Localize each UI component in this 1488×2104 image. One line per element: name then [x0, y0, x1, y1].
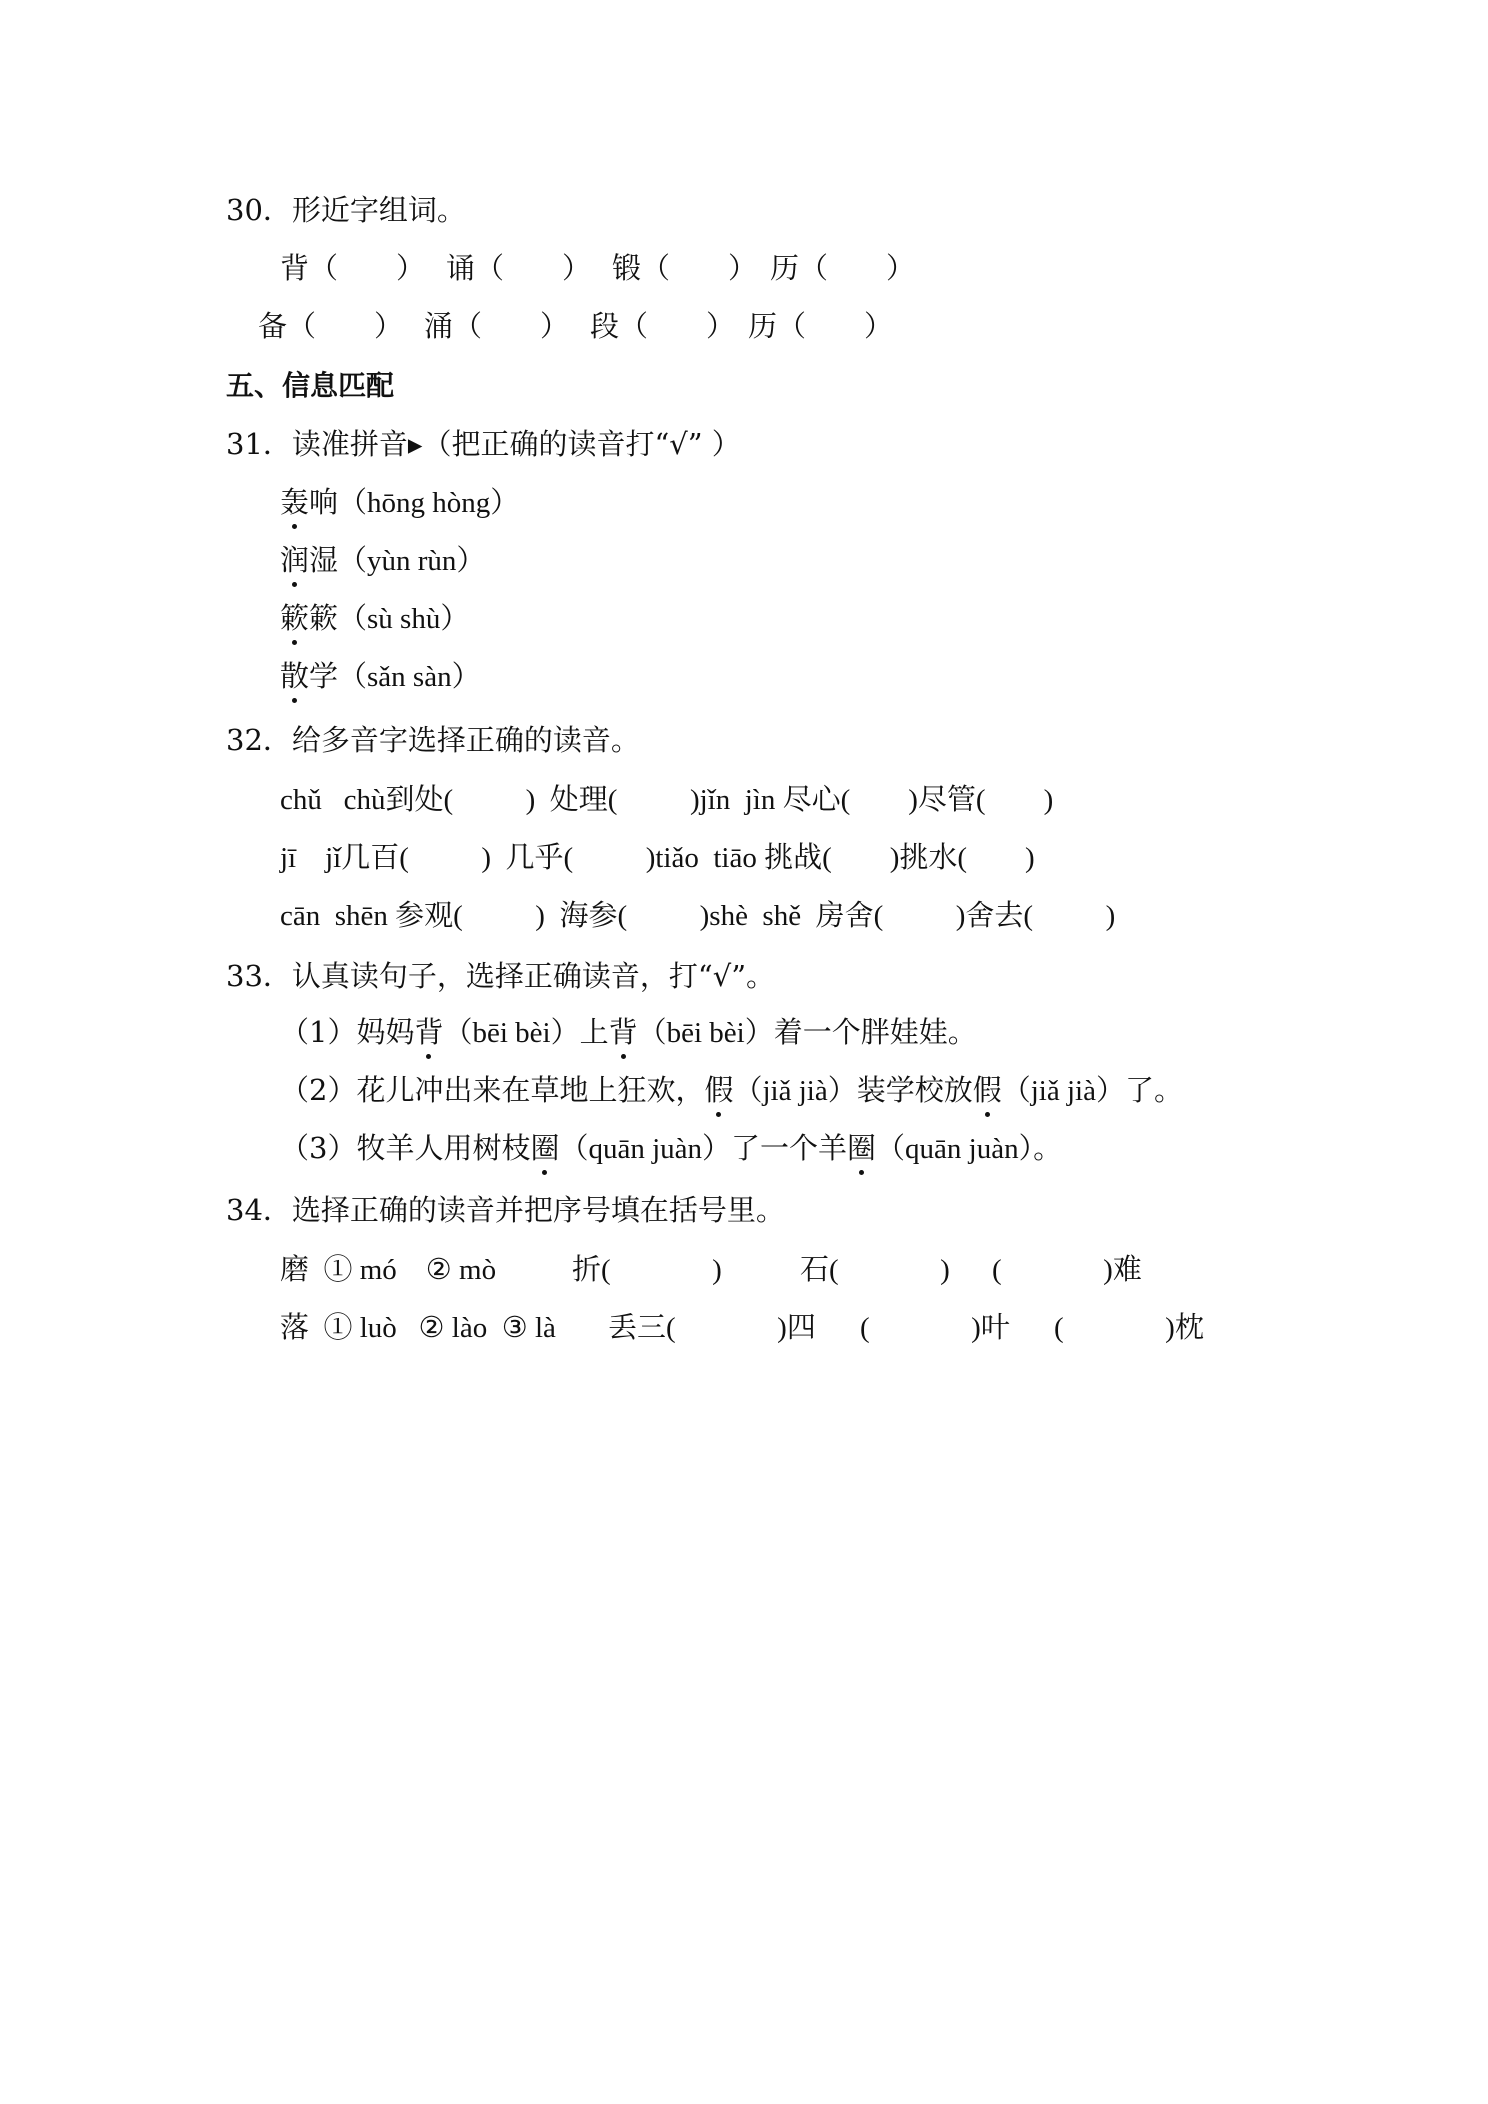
dotted-char: 假	[972, 1073, 1002, 1107]
q33-sentence	[280, 1014, 977, 1051]
sentence-text: （bēi bèi）上	[443, 1017, 609, 1049]
sentence-text: （2）花儿冲出来在草地上狂欢，	[280, 1073, 705, 1107]
q31-item	[280, 542, 485, 579]
dotted-char: 背	[608, 1015, 638, 1049]
q31-item	[280, 658, 481, 695]
sentence-text: （jiǎ jià）装学校放	[733, 1075, 973, 1107]
q30-item: 锻（ ）	[612, 251, 758, 285]
q33-sentence	[280, 1072, 1183, 1109]
q33-sentence	[280, 1130, 1062, 1167]
dotted-char: 散	[280, 659, 310, 693]
q31-item-text: 学（sǎn sàn）	[309, 661, 481, 693]
q34-blank: ( )叶	[860, 1312, 1010, 1344]
q31-item-text: 响（hōng hòng）	[309, 487, 520, 519]
q32-title: 32．给多音字选择正确的读音。	[226, 723, 640, 757]
sentence-text: （bēi bèi）着一个胖娃娃。	[637, 1017, 977, 1049]
q34-blank: 折( )	[572, 1254, 722, 1286]
q30-item: 历（ ）	[770, 251, 916, 285]
q34-blank: 丢三( )四	[608, 1312, 816, 1344]
q30-item: 历（ ）	[748, 309, 894, 343]
q34-title: 34．选择正确的读音并把序号填在括号里。	[226, 1193, 785, 1227]
q31-item-text: 簌（sù shù）	[309, 603, 470, 635]
dotted-char: 圈	[530, 1131, 560, 1165]
q34-blank: ( )难	[992, 1254, 1142, 1286]
section-title: 五、信息匹配	[226, 369, 395, 402]
q33-title: 33．认真读句子，选择正确读音，打“√”。	[226, 959, 776, 993]
dotted-char: 轰	[280, 485, 310, 519]
q34-options: 落 ① luò ② lào ③ là	[280, 1312, 556, 1344]
q30-item: 涌（ ）	[424, 309, 570, 343]
dotted-char: 假	[704, 1073, 734, 1107]
sentence-text: （3）牧羊人用树枝	[280, 1131, 531, 1165]
q31-title: 31．读准拼音▸（把正确的读音打“√” ）	[226, 427, 741, 461]
q30-item: 备（ ）	[258, 309, 404, 343]
q30-item: 段（ ）	[590, 309, 736, 343]
q30-item: 诵（ ）	[446, 251, 592, 285]
sentence-text: （jiǎ jià）了。	[1001, 1075, 1183, 1107]
sentence-text: （quān juàn）了一个羊	[559, 1133, 848, 1165]
dotted-char: 簌	[280, 601, 310, 635]
q34-blank: 石( )	[800, 1254, 950, 1286]
q32-line: chǔ chù到处( ) 处理( )jǐn jìn 尽心( )尽管( )	[280, 784, 1054, 816]
sentence-text: （quān juàn）。	[876, 1133, 1063, 1165]
q30-item: 背（ ）	[280, 251, 426, 285]
q31-item-text: 湿（yùn rùn）	[309, 545, 486, 577]
q34-options: 磨 ① mó ② mò	[280, 1254, 497, 1286]
q31-item	[280, 484, 519, 521]
q31-item	[280, 600, 469, 637]
dotted-char: 背	[414, 1015, 444, 1049]
sentence-text: （1）妈妈	[280, 1015, 415, 1049]
dotted-char: 圈	[847, 1131, 877, 1165]
q34-blank: ( )枕	[1054, 1312, 1204, 1344]
q32-line: jī jǐ几百( ) 几乎( )tiǎo tiāo 挑战( )挑水( )	[280, 842, 1035, 874]
q30-title: 30．形近字组词。	[226, 193, 466, 227]
dotted-char: 润	[280, 543, 310, 577]
q32-line: cān shēn 参观( ) 海参( )shè shě 房舍( )舍去( )	[280, 900, 1116, 932]
